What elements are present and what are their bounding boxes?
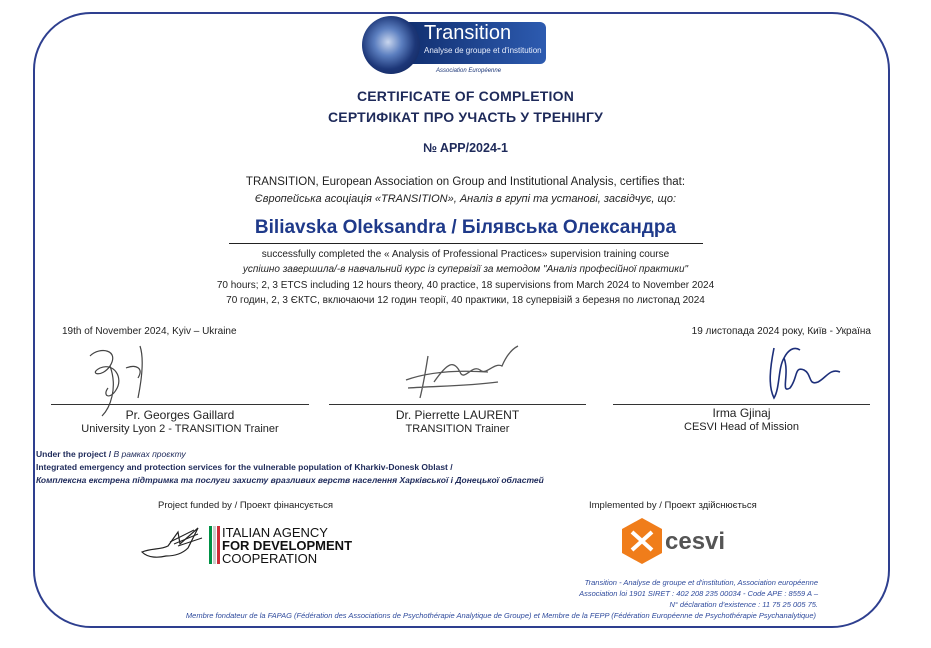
cesvi-hexagon-icon bbox=[620, 516, 664, 566]
signatory-name-1: Pr. Georges Gaillard bbox=[125, 408, 235, 422]
aics-line-3: COOPERATION bbox=[222, 551, 318, 566]
course-line-ua: успішно завершила/-в навчальний курс із супервізії за методом "Аналіз професійної практики" bbox=[242, 264, 689, 275]
signature-line-2 bbox=[329, 404, 586, 405]
signatory-name-3: Irma Gjinaj bbox=[712, 406, 771, 420]
date-ua: 19 листопада 2024 року, Київ - Україна bbox=[691, 326, 871, 337]
implemented-label: Implemented by / Проект здійснюється bbox=[589, 500, 757, 511]
signature-laurent bbox=[398, 342, 528, 402]
logo-title: Transition bbox=[424, 22, 512, 44]
aics-dove-icon bbox=[138, 522, 210, 566]
aics-flag-green bbox=[209, 526, 212, 564]
project-title-ua: Комплексна екстрена підтримка та послуги захисту вразливих верств населення Харківської і Донецької областей bbox=[36, 475, 544, 485]
funded-label: Project funded by / Проект фінансується bbox=[158, 500, 334, 511]
footer-line-3: N° déclaration d'existence : 11 75 25 005 75. bbox=[669, 600, 818, 609]
recipient-name: Biliavska Oleksandra / Білявська Олександра bbox=[254, 217, 677, 238]
footer-line-4: Membre fondateur de la FAPAG (Fédération des Associations de Psychothérapie Analytique de Groupe) et Membre de la FEPP (Fédération Européenne de Psychothérapie Psychanalytique) bbox=[185, 611, 816, 620]
logo-subtitle: Analyse de groupe et d'institution bbox=[424, 46, 542, 55]
aics-flag-red bbox=[217, 526, 220, 564]
footer-line-1: Transition - Analyse de groupe et d'institution, Association européenne bbox=[584, 578, 818, 587]
heading-en: CERTIFICATE OF COMPLETION bbox=[356, 88, 575, 104]
footer-line-2: Association loi 1901 SIRET : 402 208 235 00034 - Code APE : 8559 A – bbox=[579, 589, 818, 598]
logo-globe-icon bbox=[362, 16, 420, 74]
course-hours-en: 70 hours; 2, 3 ETCS including 12 hours theory, 40 practice, 18 supervisions from March 2024 to November 2024 bbox=[216, 280, 715, 291]
aics-flag-white bbox=[213, 526, 216, 564]
transition-logo bbox=[362, 16, 548, 76]
signatory-role-1: University Lyon 2 - TRANSITION Trainer bbox=[81, 423, 279, 435]
date-en: 19th of November 2024, Kyiv – Ukraine bbox=[62, 326, 237, 337]
project-under-en: Under the project / bbox=[36, 449, 112, 459]
signature-gaillard bbox=[80, 338, 170, 418]
aics-logo-text bbox=[222, 526, 352, 565]
project-title-en: Integrated emergency and protection services for the vulnerable population of Kharkiv-Donesk Oblast / bbox=[36, 462, 453, 472]
cesvi-logo-text: cesvi bbox=[665, 528, 726, 555]
signature-gjinaj bbox=[760, 338, 850, 404]
project-under-ua: В рамках проєкту bbox=[113, 449, 186, 459]
certifies-ua: Європейська асоціація «TRANSITION», Аналіз в групі та установі, засвідчує, що: bbox=[254, 193, 677, 205]
recipient-underline bbox=[229, 243, 703, 244]
signatory-role-2: TRANSITION Trainer bbox=[405, 423, 510, 435]
heading-ua: СЕРТИФІКАТ ПРО УЧАСТЬ У ТРЕНІНГУ bbox=[327, 109, 603, 125]
project-under bbox=[36, 449, 186, 459]
signatory-role-3: CESVI Head of Mission bbox=[684, 421, 799, 433]
logo-tagline: Association Européenne bbox=[436, 68, 502, 74]
signature-line-3 bbox=[613, 404, 870, 405]
aics-line-1: ITALIAN AGENCY bbox=[222, 525, 328, 540]
course-hours-ua: 70 годин, 2, 3 ЄКТС, включаючи 12 годин теорії, 40 практики, 18 супервізій з березня по листопад 2024 bbox=[226, 295, 705, 306]
course-line-en: successfully completed the « Analysis of Professional Practices» supervision training course bbox=[261, 249, 670, 260]
signatory-name-2: Dr. Pierrette LAURENT bbox=[395, 408, 520, 422]
signature-line-1 bbox=[51, 404, 309, 405]
certifies-en: TRANSITION, European Association on Group and Institutional Analysis, certifies that: bbox=[245, 176, 686, 188]
certificate-number: № APP/2024-1 bbox=[422, 141, 509, 155]
aics-line-2: FOR DEVELOPMENT bbox=[222, 538, 353, 553]
